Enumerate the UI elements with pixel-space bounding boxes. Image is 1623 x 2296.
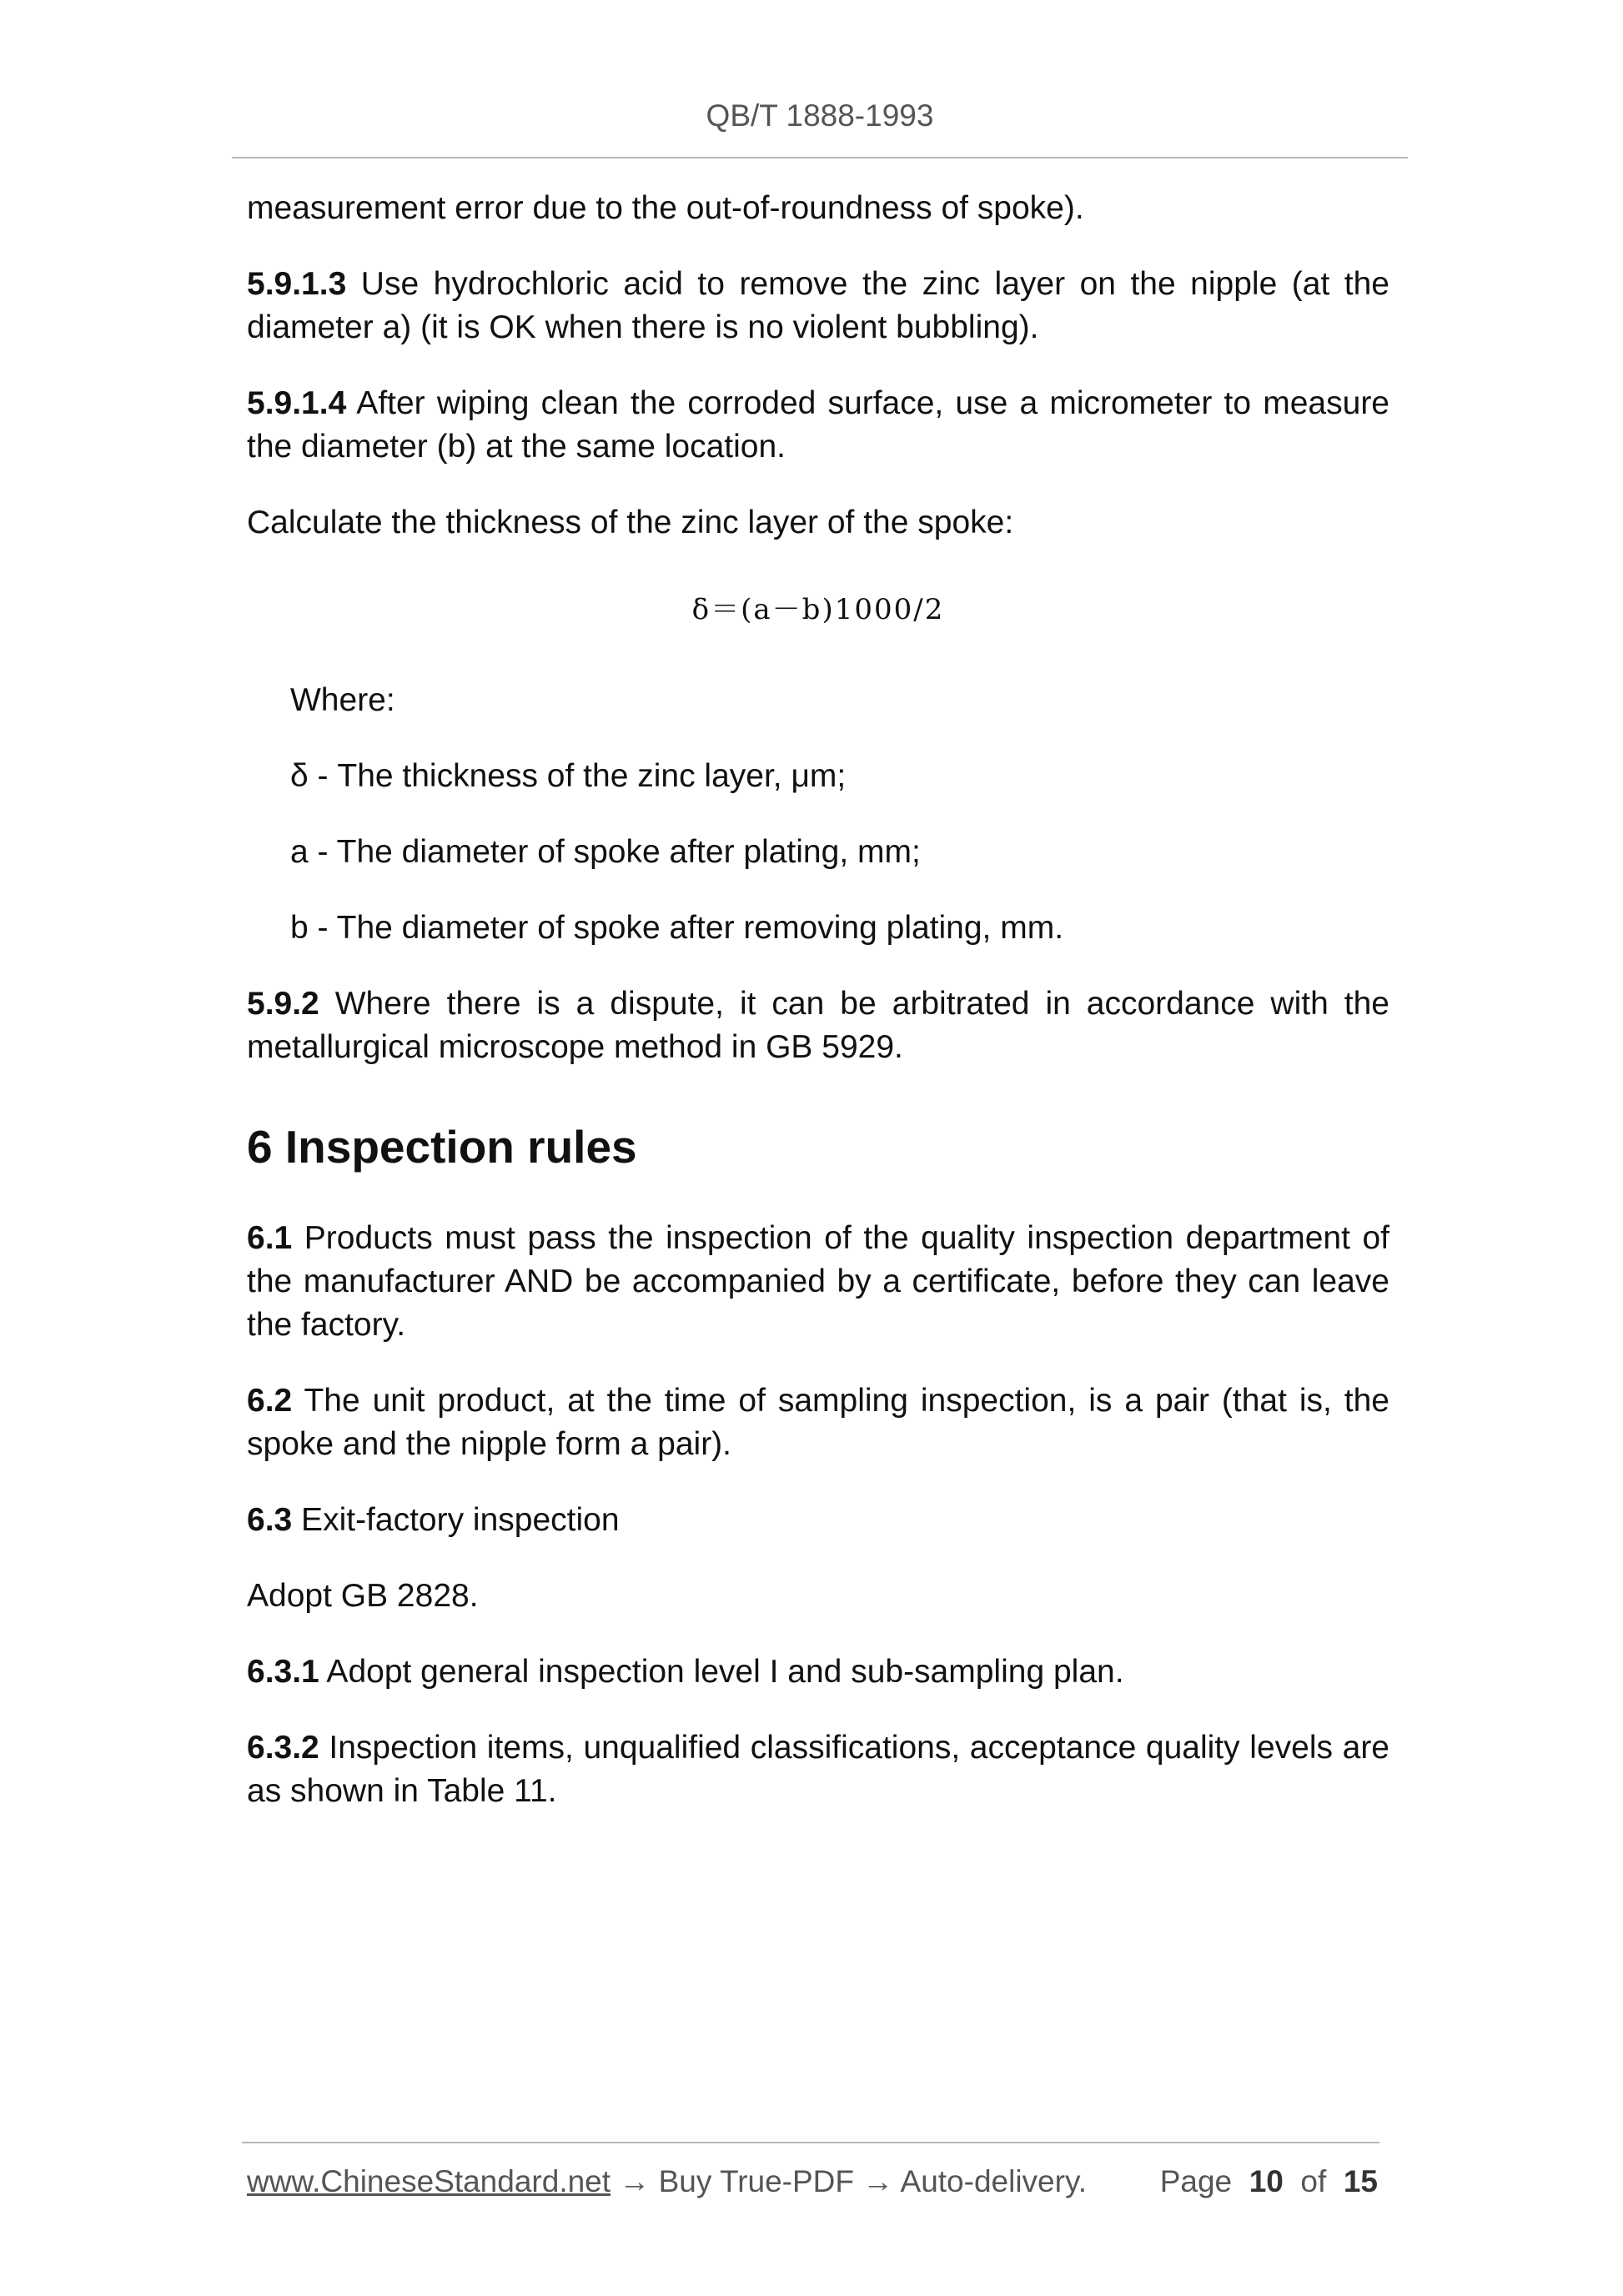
clause-text: After wiping clean the corroded surface, use a micrometer to measure the diameter (b) at the same location. (247, 385, 1389, 465)
clause-text: Products must pass the inspection of the quality inspection department of the manufacturer AND be accompanied by a certificate, before they can leave the factory. (247, 1220, 1389, 1343)
zinc-thickness-formula: δ＝(a－b)1000/2 (691, 593, 945, 626)
clause-5-9-1-3 (247, 263, 1389, 349)
current-page: 10 (1249, 2164, 1284, 2198)
clause-text: The unit product, at the time of sampling inspection, is a pair (that is, the spoke and the nipple form a pair). (247, 1383, 1389, 1462)
paragraph-calculate: Calculate the thickness of the zinc layer of the spoke: (247, 505, 1014, 540)
clause-number: 6.3 (247, 1502, 293, 1538)
clause-number: 5.9.1.3 (247, 266, 347, 302)
clause-text: Adopt general inspection level I and sub-sampling plan. (319, 1654, 1124, 1690)
clause-text: Use hydrochloric acid to remove the zinc layer on the nipple (at the diameter a) (it is OK when there is no violent bubbling). (247, 266, 1389, 345)
footer-divider (242, 2142, 1379, 2143)
page-number (1160, 2160, 1378, 2203)
clause-text: Exit-factory inspection (292, 1502, 620, 1538)
page-content (247, 187, 1389, 1846)
clause-number: 5.9.2 (247, 986, 319, 1022)
footer-tagline: → Buy True-PDF → Auto-delivery. (611, 2164, 1087, 2198)
paragraph-adopt: Adopt GB 2828. (247, 1578, 479, 1614)
of-word: of (1300, 2164, 1327, 2198)
page-word: Page (1159, 2164, 1233, 2198)
clause-number: 5.9.1.4 (247, 385, 347, 421)
page-header: QB/T 1888-1993 (706, 98, 934, 133)
clause-text: Where there is a dispute, it can be arbitrated in accordance with the metallurgical microscope method in GB 5929. (247, 986, 1389, 1065)
clause-text: Inspection items, unqualified classifications, acceptance quality levels are as shown in Table 11. (247, 1730, 1389, 1809)
clause-6-2 (247, 1379, 1389, 1466)
clause-5-9-1-4 (247, 382, 1389, 469)
clause-6-1 (247, 1217, 1389, 1347)
clause-6-3-1 (247, 1650, 1389, 1694)
definition-delta: δ - The thickness of the zinc layer, μm; (290, 758, 847, 794)
section-6-heading: 6 Inspection rules (247, 1121, 637, 1173)
clause-6-3 (247, 1499, 1389, 1542)
website-link[interactable]: www.ChineseStandard.net (247, 2164, 611, 2198)
definition-a: a - The diameter of spoke after plating, mm; (290, 834, 921, 870)
clause-5-9-2 (247, 982, 1389, 1069)
paragraph-continued: measurement error due to the out-of-roundness of spoke). (247, 190, 1084, 226)
clause-number: 6.3.1 (247, 1654, 319, 1690)
clause-number: 6.1 (247, 1220, 293, 1256)
clause-number: 6.3.2 (247, 1730, 319, 1766)
header-divider (232, 157, 1408, 158)
footer-promo (247, 2160, 1087, 2203)
definition-b: b - The diameter of spoke after removing plating, mm. (290, 910, 1064, 946)
clause-6-3-2 (247, 1726, 1389, 1813)
total-pages: 15 (1343, 2164, 1378, 2198)
clause-number: 6.2 (247, 1383, 293, 1419)
where-label: Where: (290, 682, 395, 718)
